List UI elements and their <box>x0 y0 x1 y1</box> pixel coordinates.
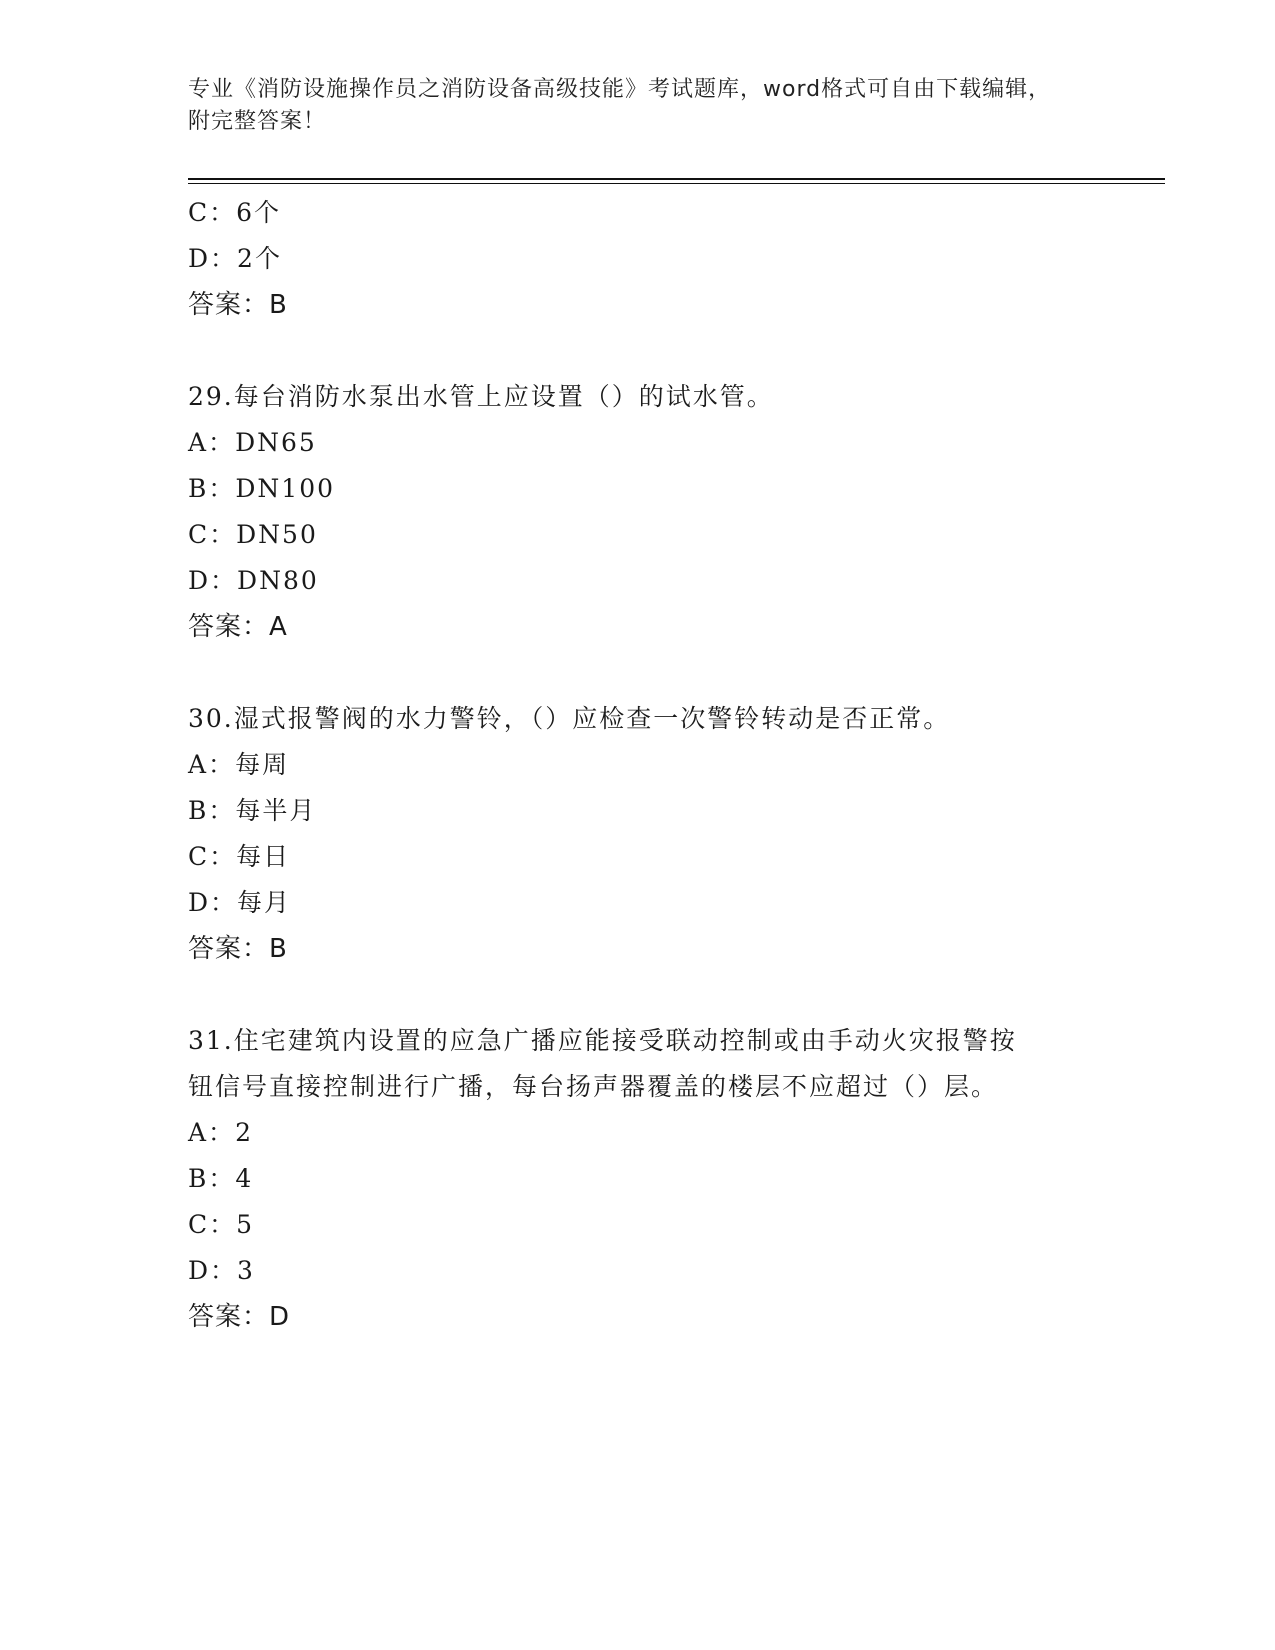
answer-line: 答案：A <box>188 612 288 642</box>
question-30 <box>188 696 1088 972</box>
question-stem-line-2: 钮信号直接控制进行广播，每台扬声器覆盖的楼层不应超过（）层。 <box>188 1072 999 1101</box>
option-c: C：每日 <box>188 842 291 871</box>
option-d: D：3 <box>188 1256 255 1285</box>
option-d: D：DN80 <box>188 566 319 595</box>
answer-line: 答案：D <box>188 1302 291 1332</box>
header-note: 专业《消防设施操作员之消防设备高级技能》考试题库，word格式可自由下载编辑，附完整答案！ <box>188 77 1052 134</box>
question-list <box>188 190 1088 1340</box>
option-d: D：每月 <box>188 888 292 917</box>
answer-line: 答案：B <box>188 290 288 320</box>
option-b: B：每半月 <box>188 796 317 825</box>
option-b: B：DN100 <box>188 474 336 503</box>
answer-line: 答案：B <box>188 934 288 964</box>
option-b: B：4 <box>188 1164 254 1193</box>
header-rule-thin <box>188 183 1165 184</box>
carryover-block <box>188 190 1088 328</box>
option-c: C：DN50 <box>188 520 318 549</box>
option-c: C：5 <box>188 1210 255 1239</box>
option-a: A：2 <box>188 1118 253 1147</box>
option-d: D：2个 <box>188 244 282 273</box>
question-stem: 29.每台消防水泵出水管上应设置（）的试水管。 <box>188 382 774 411</box>
question-stem: 30.湿式报警阀的水力警铃，（）应检查一次警铃转动是否正常。 <box>188 704 951 733</box>
option-a: A：DN65 <box>188 428 317 457</box>
option-c: C：6个 <box>188 198 282 227</box>
question-stem-line-1: 31.住宅建筑内设置的应急广播应能接受联动控制或由手动火灾报警按 <box>188 1026 1017 1055</box>
question-31 <box>188 1018 1088 1340</box>
question-29 <box>188 374 1088 650</box>
header-rule-thick <box>188 178 1165 180</box>
option-a: A：每周 <box>188 750 290 779</box>
